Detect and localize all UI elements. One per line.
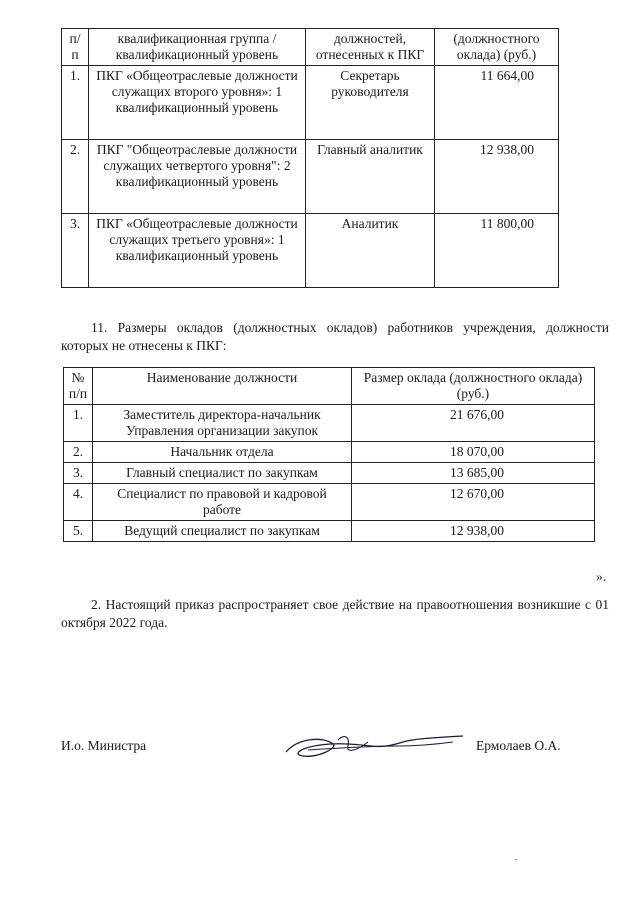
qualification-group: ПКГ «Общеотраслевые должности служащих третьего уровня»: 1 квалификационный уровень xyxy=(89,214,306,288)
header-cell: должностей, отнесенных к ПКГ xyxy=(306,29,435,66)
row-number: 2. xyxy=(64,442,93,463)
header-cell: Размер оклада (должностного оклада) (руб.) xyxy=(352,368,595,405)
row-number: 5. xyxy=(64,521,93,542)
row-number: 4. xyxy=(64,484,93,521)
salary-value: 11 664,00 xyxy=(435,66,559,140)
position-name: Главный аналитик xyxy=(306,140,435,214)
qualification-group: ПКГ "Общеотраслевые должности служащих четвертого уровня": 2 квалификационный уровень xyxy=(89,140,306,214)
table-row xyxy=(64,463,595,484)
position-name: Секретарь руководителя xyxy=(306,66,435,140)
salary-table-pkg xyxy=(61,28,559,288)
table-row xyxy=(64,484,595,521)
header-cell: квалификационная группа / квалификационный уровень xyxy=(89,29,306,66)
header-cell: (должностного оклада) (руб.) xyxy=(435,29,559,66)
table-row xyxy=(64,521,595,542)
qualification-group: ПКГ «Общеотраслевые должности служащих второго уровня»: 1 квалификационный уровень xyxy=(89,66,306,140)
closing-quote: ». xyxy=(596,569,607,584)
row-number: 3. xyxy=(64,463,93,484)
position-name: Главный специалист по закупкам xyxy=(93,463,352,484)
table-row xyxy=(62,214,559,288)
scan-speck xyxy=(515,859,517,860)
row-number: 1. xyxy=(62,66,89,140)
table-row xyxy=(62,140,559,214)
salary-value: 12 938,00 xyxy=(352,521,595,542)
table-row xyxy=(62,66,559,140)
header-cell: Наименование должности xyxy=(93,368,352,405)
position-name: Ведущий специалист по закупкам xyxy=(93,521,352,542)
salary-value: 21 676,00 xyxy=(352,405,595,442)
table-header-row xyxy=(62,29,559,66)
paragraph-2: 2. Настоящий приказ распространяет свое действие на правоотношения возникшие с 01 октября 2022 года. xyxy=(61,597,609,630)
salary-value: 12 670,00 xyxy=(352,484,595,521)
salary-table-non-pkg xyxy=(63,367,595,542)
position-name: Заместитель директора-начальник Управления организации закупок xyxy=(93,405,352,442)
position-name: Начальник отдела xyxy=(93,442,352,463)
paragraph-11: 11. Размеры окладов (должностных окладов) работников учреждения, должности которых не отнесены к ПКГ: xyxy=(61,320,609,353)
handwritten-signature xyxy=(278,728,468,764)
salary-value: 13 685,00 xyxy=(352,463,595,484)
header-cell: п/п xyxy=(62,29,89,66)
signatory-name: Ермолаев О.А. xyxy=(476,738,561,753)
row-number: 2. xyxy=(62,140,89,214)
table-row xyxy=(64,405,595,442)
header-cell: № п/п xyxy=(64,368,93,405)
table-row xyxy=(64,442,595,463)
salary-value: 18 070,00 xyxy=(352,442,595,463)
row-number: 3. xyxy=(62,214,89,288)
row-number: 1. xyxy=(64,405,93,442)
position-name: Специалист по правовой и кадровой работе xyxy=(93,484,352,521)
signatory-title: И.о. Министра xyxy=(61,738,147,753)
salary-value: 11 800,00 xyxy=(435,214,559,288)
position-name: Аналитик xyxy=(306,214,435,288)
table-header-row xyxy=(64,368,595,405)
salary-value: 12 938,00 xyxy=(435,140,559,214)
